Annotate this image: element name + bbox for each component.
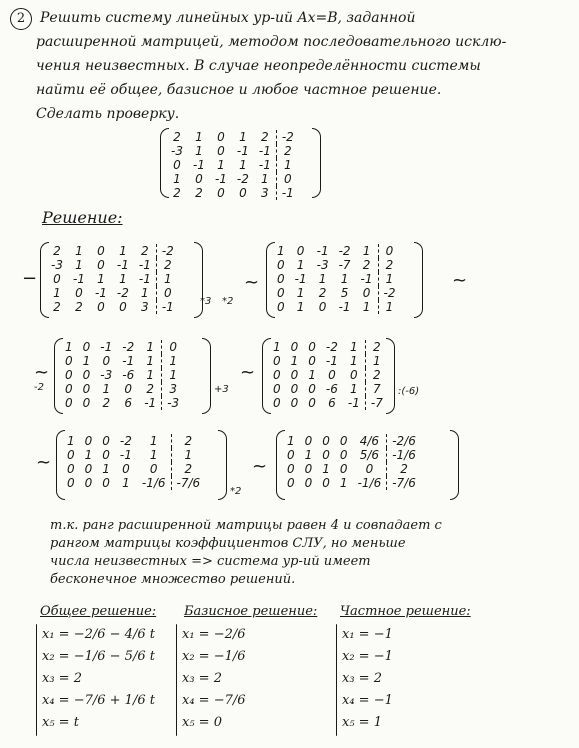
- matrix-row: [46, 244, 179, 258]
- matrix-cell: 1: [67, 434, 75, 448]
- matrix-row: [268, 368, 388, 382]
- matrix-cell: 5: [340, 286, 349, 300]
- matrix-cell: 1: [350, 382, 358, 396]
- matrix-cell: 0: [273, 396, 281, 410]
- matrix-cell: 1: [162, 354, 184, 368]
- matrix-cell: -1: [100, 340, 113, 354]
- matrix-row: [166, 186, 299, 200]
- matrix-cell: 4/6: [359, 434, 380, 448]
- matrix-cell: 0: [239, 186, 247, 200]
- matrix-cell: 1: [75, 258, 83, 272]
- matrix-cell: 1: [350, 354, 358, 368]
- matrix-cell: 0: [287, 476, 295, 490]
- problem-number: 2: [10, 8, 32, 30]
- matrix-cell: 1: [273, 340, 281, 354]
- matrix-cell: -1/6: [357, 476, 382, 490]
- matrix-cell: 1: [276, 158, 298, 172]
- matrix-cell: 1: [296, 300, 305, 314]
- matrix-cell: -1/6: [141, 476, 166, 490]
- matrix-row: [62, 434, 205, 448]
- equivalent-sign: ~: [252, 456, 268, 477]
- matrix-cell: 1: [146, 368, 155, 382]
- matrix-cell: 0: [287, 462, 295, 476]
- matrix-cell: 2: [173, 186, 181, 200]
- general-solution-title: Общее решение:: [40, 604, 157, 619]
- matrix-cell: 0: [296, 244, 305, 258]
- matrix-cell: -2: [119, 434, 132, 448]
- matrix-cell: 1: [362, 244, 371, 258]
- matrix-cell: 0: [67, 462, 75, 476]
- matrix-cell: 0: [97, 258, 105, 272]
- matrix-cell: 0: [65, 382, 73, 396]
- matrix-cell: 2: [173, 130, 181, 144]
- matrix-cell: 0: [53, 272, 61, 286]
- matrix-row: [272, 258, 400, 272]
- matrix-row: [282, 476, 421, 490]
- matrix-row: [46, 272, 179, 286]
- basic-solution: [182, 624, 246, 734]
- conclusion-line-1: т.к. ранг расширенной матрицы равен 4 и совпадает с: [50, 518, 442, 533]
- matrix-cell: 2: [365, 340, 387, 354]
- matrix-cell: -3: [316, 258, 329, 272]
- matrix-cell: 1: [53, 286, 61, 300]
- matrix-cell: 1: [141, 286, 149, 300]
- matrix-cell: 0: [102, 354, 111, 368]
- matrix-cell: 1: [318, 272, 327, 286]
- matrix-cell: 5/6: [359, 448, 380, 462]
- matrix-cell: 0: [84, 434, 93, 448]
- equivalent-sign: ~: [34, 362, 50, 383]
- matrix-cell: 7: [365, 382, 387, 396]
- matrix-cell: 2: [362, 258, 371, 272]
- matrix-cell: 0: [65, 368, 73, 382]
- solution-equation: x₅ = 1: [342, 715, 382, 730]
- matrix-cell: 2: [365, 368, 387, 382]
- matrix-cell: 1: [365, 354, 387, 368]
- m2-right-bracket: [414, 242, 423, 318]
- matrix-cell: -2: [276, 130, 298, 144]
- matrix-cell: 0: [102, 434, 110, 448]
- matrix-cell: -2: [338, 244, 351, 258]
- matrix-cell: -3: [100, 368, 113, 382]
- m6-right-bracket: [450, 430, 459, 500]
- matrix-cell: 1: [339, 476, 348, 490]
- matrix-cell: -1: [276, 186, 298, 200]
- matrix-row: [46, 300, 179, 314]
- m3-annotation-a: -2: [34, 382, 44, 393]
- matrix-cell: 0: [365, 462, 374, 476]
- matrix-row: [60, 382, 184, 396]
- matrix-row: [46, 286, 179, 300]
- matrix-cell: -1: [325, 354, 338, 368]
- matrix-cell: 0: [277, 272, 285, 286]
- matrix-row: [268, 382, 388, 396]
- matrix-cell: -1: [294, 272, 307, 286]
- matrix-cell: 0: [84, 462, 93, 476]
- matrix-cell: 0: [162, 340, 184, 354]
- matrix-cell: 1: [75, 244, 83, 258]
- matrix-cell: 1: [308, 368, 316, 382]
- matrix-cell: 0: [173, 158, 181, 172]
- matrix-cell: -2: [116, 286, 129, 300]
- solution-equation: x₄ = −7/6: [182, 693, 246, 708]
- m3-annotation-b: +3: [214, 384, 229, 395]
- matrix-cell: 1: [97, 272, 105, 286]
- matrix-cell: 0: [318, 300, 327, 314]
- matrix-cell: -2: [378, 286, 400, 300]
- matrix-cell: -1: [360, 272, 373, 286]
- solution-equation: x₄ = −7/6 + 1/6 t: [42, 693, 155, 708]
- matrix-cell: 0: [67, 448, 75, 462]
- matrix-cell: 0: [328, 368, 336, 382]
- matrix-cell: 1: [378, 272, 400, 286]
- matrix-cell: -1: [316, 244, 329, 258]
- general-solution: [42, 624, 155, 734]
- matrix-cell: 2: [171, 434, 205, 448]
- matrix-cell: 0: [287, 448, 295, 462]
- matrix-cell: 1: [82, 354, 91, 368]
- matrix-row: [62, 448, 205, 462]
- conclusion-line-2: рангом матрицы коэффициентов СЛУ, но меньше: [50, 536, 406, 551]
- matrix-cell: -1: [236, 144, 249, 158]
- matrix-row: [282, 462, 421, 476]
- matrix-cell: 1: [261, 172, 269, 186]
- matrix-cell: 0: [339, 448, 348, 462]
- matrix-cell: 0: [322, 448, 330, 462]
- matrix-cell: 0: [339, 434, 348, 448]
- particular-solution: [342, 624, 393, 734]
- matrix-cell: -7: [338, 258, 351, 272]
- m4-right-bracket: [386, 338, 395, 414]
- matrix-cell: -7: [365, 396, 387, 410]
- basic-solution-title: Базисное решение:: [184, 604, 318, 619]
- matrix-cell: 0: [122, 462, 130, 476]
- conclusion-line-4: бесконечное множество решений.: [50, 572, 296, 587]
- general-brace: [36, 624, 37, 736]
- matrix-cell: 0: [304, 434, 313, 448]
- matrix-cell: 1: [162, 368, 184, 382]
- matrix-row: [282, 434, 421, 448]
- matrix-cell: 1: [122, 476, 130, 490]
- matrix-cell: 0: [290, 382, 299, 396]
- matrix-cell: 0: [82, 340, 91, 354]
- matrix-cell: 1: [239, 158, 247, 172]
- matrix-cell: 1: [146, 340, 155, 354]
- matrix-cell: 2: [53, 300, 61, 314]
- matrix-cell: 1: [171, 448, 205, 462]
- matrix-cell: 0: [149, 462, 158, 476]
- matrix-cell: 1: [296, 286, 305, 300]
- matrix-cell: 0: [322, 434, 330, 448]
- matrix-cell: 1: [146, 354, 155, 368]
- matrix-6: [282, 434, 421, 490]
- matrix-cell: 1: [149, 448, 158, 462]
- matrix-cell: 0: [308, 396, 316, 410]
- matrix-cell: 2: [276, 144, 298, 158]
- solution-equation: x₂ = −1/6 − 5/6 t: [42, 649, 155, 664]
- matrix-cell: -1: [192, 158, 205, 172]
- matrix-2: [272, 244, 400, 314]
- solution-equation: x₅ = t: [42, 715, 79, 730]
- matrix-cell: 1: [195, 130, 203, 144]
- particular-solution-title: Частное решение:: [340, 604, 471, 619]
- matrix-cell: 0: [97, 300, 105, 314]
- matrix-cell: -1: [258, 144, 271, 158]
- matrix-cell: -7/6: [387, 476, 421, 490]
- matrix-cell: -2: [236, 172, 249, 186]
- matrix-cell: 0: [277, 300, 285, 314]
- problem-line-3: чения неизвестных. В случае неопределённости системы: [36, 58, 481, 74]
- matrix-cell: 0: [378, 244, 400, 258]
- matrix-cell: 0: [67, 476, 75, 490]
- matrix-row: [282, 448, 421, 462]
- matrix-cell: -1: [338, 300, 351, 314]
- solution-equation: x₂ = −1: [342, 649, 393, 664]
- matrix-cell: 1: [296, 258, 305, 272]
- matrix-cell: 2: [318, 286, 327, 300]
- particular-brace: [336, 624, 337, 736]
- matrix-cell: 3: [141, 300, 149, 314]
- matrix-row: [166, 130, 299, 144]
- matrix-cell: 1: [119, 272, 127, 286]
- equivalent-sign: ~: [36, 452, 52, 473]
- matrix-cell: -6: [325, 382, 338, 396]
- matrix-cell: 0: [82, 382, 91, 396]
- matrix-cell: 2: [75, 300, 83, 314]
- matrix-cell: 0: [65, 354, 73, 368]
- matrix-cell: 0: [65, 396, 73, 410]
- matrix-cell: 2: [53, 244, 61, 258]
- matrix-cell: 0: [290, 368, 299, 382]
- matrix-row: [166, 158, 299, 172]
- matrix-cell: -6: [122, 368, 135, 382]
- matrix-cell: 2: [171, 462, 205, 476]
- matrix-cell: -2: [325, 340, 338, 354]
- matrix-cell: -3: [51, 258, 63, 272]
- matrix-cell: 0: [273, 354, 281, 368]
- matrix-cell: 1: [102, 462, 110, 476]
- matrix-cell: 0: [277, 286, 285, 300]
- matrix-cell: 0: [217, 144, 225, 158]
- matrix-row: [272, 300, 400, 314]
- matrix-cell: 1: [304, 448, 313, 462]
- matrix-cell: -1: [347, 396, 360, 410]
- matrix-cell: 1: [173, 172, 181, 186]
- matrix-cell: -7/6: [171, 476, 205, 490]
- matrix-cell: 1: [65, 340, 73, 354]
- solution-equation: x₂ = −1/6: [182, 649, 246, 664]
- matrix-cell: 1: [119, 244, 127, 258]
- matrix-cell: 0: [102, 448, 110, 462]
- matrix-cell: 1: [217, 158, 225, 172]
- matrix-cell: -1: [116, 258, 129, 272]
- matrix-cell: 2: [156, 258, 178, 272]
- minus-sign: −: [22, 268, 38, 289]
- equivalent-sign: ~: [240, 362, 256, 383]
- matrix-3: [60, 340, 184, 410]
- matrix-1: [46, 244, 179, 314]
- matrix-cell: 2: [378, 258, 400, 272]
- matrix-cell: 0: [217, 186, 225, 200]
- matrix-cell: 0: [290, 340, 299, 354]
- matrix-row: [62, 476, 205, 490]
- matrix-row: [60, 354, 184, 368]
- m5-annotation: *2: [230, 486, 242, 497]
- matrix-cell: -1/6: [387, 448, 421, 462]
- matrix-cell: -1: [72, 272, 85, 286]
- solution-equation: x₁ = −1: [342, 627, 393, 642]
- solution-equation: x₄ = −1: [342, 693, 393, 708]
- matrix-row: [272, 244, 400, 258]
- m3-right-bracket: [202, 338, 211, 414]
- matrix-cell: 0: [82, 396, 91, 410]
- matrix-cell: 0: [277, 258, 285, 272]
- matrix-cell: 0: [308, 382, 316, 396]
- matrix-row: [268, 396, 388, 410]
- matrix-cell: 1: [362, 300, 371, 314]
- matrix-4: [268, 340, 388, 410]
- matrix-5: [62, 434, 205, 490]
- matrix-cell: 0: [273, 382, 281, 396]
- matrix-cell: 0: [290, 396, 299, 410]
- matrix-cell: 1: [239, 130, 247, 144]
- problem-line-2: расширенной матрицей, методом последовательного исклю-: [36, 34, 507, 50]
- matrix-cell: 0: [124, 382, 133, 396]
- matrix-row: [60, 368, 184, 382]
- matrix-cell: -1: [138, 272, 151, 286]
- matrix-cell: -1: [214, 172, 227, 186]
- matrix-cell: 2: [261, 130, 269, 144]
- solution-equation: x₁ = −2/6: [182, 627, 246, 642]
- matrix-cell: 0: [102, 476, 110, 490]
- matrix-cell: 0: [276, 172, 298, 186]
- m5-right-bracket: [218, 430, 227, 500]
- matrix-cell: 2: [387, 462, 421, 476]
- matrix-row: [60, 396, 184, 410]
- solution-heading: Решение:: [42, 208, 123, 227]
- matrix-cell: 2: [102, 396, 111, 410]
- matrix-cell: 3: [162, 382, 184, 396]
- m1-annotation-a: *3: [200, 296, 212, 307]
- matrix-cell: 0: [217, 130, 225, 144]
- matrix-cell: 0: [273, 368, 281, 382]
- matrix-cell: 1: [350, 340, 358, 354]
- solution-equation: x₃ = 2: [182, 671, 222, 686]
- matrix-cell: -1: [258, 158, 271, 172]
- matrix-cell: 0: [350, 368, 358, 382]
- matrix-cell: -1: [122, 354, 135, 368]
- problem-line-1: Решить систему линейных ур-ий Ax=B, заданной: [40, 10, 416, 26]
- matrix-cell: 1: [340, 272, 349, 286]
- matrix-cell: -1: [144, 396, 157, 410]
- matrix-cell: -1: [156, 300, 178, 314]
- matrix-cell: 1: [378, 300, 400, 314]
- matrix-row: [60, 340, 184, 354]
- matrix-cell: -1: [138, 258, 151, 272]
- matrix-cell: 0: [75, 286, 83, 300]
- solution-equation: x₅ = 0: [182, 715, 222, 730]
- matrix-cell: 0: [156, 286, 178, 300]
- matrix-cell: -1: [119, 448, 132, 462]
- matrix-cell: 6: [124, 396, 133, 410]
- matrix-cell: 0: [97, 244, 105, 258]
- matrix-cell: 2: [195, 186, 203, 200]
- matrix-cell: 0: [195, 172, 203, 186]
- matrix-row: [46, 258, 179, 272]
- matrix-cell: 1: [149, 434, 158, 448]
- equivalent-sign: ~: [244, 272, 260, 293]
- matrix-cell: 1: [195, 144, 203, 158]
- matrix-cell: 0: [322, 476, 330, 490]
- matrix-cell: 0: [82, 368, 91, 382]
- matrix-cell: 2: [146, 382, 155, 396]
- matrix-cell: 6: [328, 396, 336, 410]
- matrix-row: [166, 172, 299, 186]
- problem-line-4: найти её общее, базисное и любое частное решение.: [36, 82, 442, 98]
- given-right-bracket: [312, 128, 321, 198]
- matrix-cell: 0: [308, 340, 316, 354]
- matrix-cell: 0: [362, 286, 371, 300]
- solution-equation: x₃ = 2: [342, 671, 382, 686]
- solution-equation: x₃ = 2: [42, 671, 82, 686]
- m1-annotation-b: *2: [222, 296, 234, 307]
- matrix-cell: -2/6: [387, 434, 421, 448]
- matrix-cell: -2: [122, 340, 135, 354]
- matrix-row: [62, 462, 205, 476]
- conclusion-line-3: числа неизвестных => система ур-ий имеет: [50, 554, 371, 569]
- matrix-row: [272, 272, 400, 286]
- basic-brace: [176, 624, 177, 736]
- solution-equation: x₁ = −2/6 − 4/6 t: [42, 627, 155, 642]
- matrix-cell: 0: [304, 476, 313, 490]
- matrix-row: [268, 340, 388, 354]
- matrix-cell: 0: [119, 300, 127, 314]
- matrix-cell: 1: [290, 354, 299, 368]
- matrix-cell: 1: [156, 272, 178, 286]
- matrix-cell: -3: [171, 144, 183, 158]
- matrix-cell: 1: [102, 382, 111, 396]
- matrix-cell: 0: [308, 354, 316, 368]
- equivalent-sign: ~: [452, 270, 468, 291]
- matrix-cell: -2: [156, 244, 178, 258]
- matrix-cell: -1: [94, 286, 107, 300]
- matrix-cell: 0: [84, 476, 93, 490]
- matrix-cell: 0: [339, 462, 348, 476]
- m4-annotation: :(-6): [398, 386, 420, 397]
- problem-line-5: Сделать проверку.: [36, 106, 180, 122]
- matrix-row: [166, 144, 299, 158]
- matrix-cell: 1: [84, 448, 93, 462]
- matrix-cell: 2: [141, 244, 149, 258]
- matrix-cell: 1: [322, 462, 330, 476]
- matrix-cell: 0: [304, 462, 313, 476]
- matrix-cell: 1: [277, 244, 285, 258]
- matrix-row: [272, 286, 400, 300]
- matrix-cell: -3: [162, 396, 184, 410]
- matrix-row: [268, 354, 388, 368]
- matrix-cell: 3: [261, 186, 269, 200]
- given-matrix: [166, 130, 299, 200]
- matrix-cell: 1: [287, 434, 295, 448]
